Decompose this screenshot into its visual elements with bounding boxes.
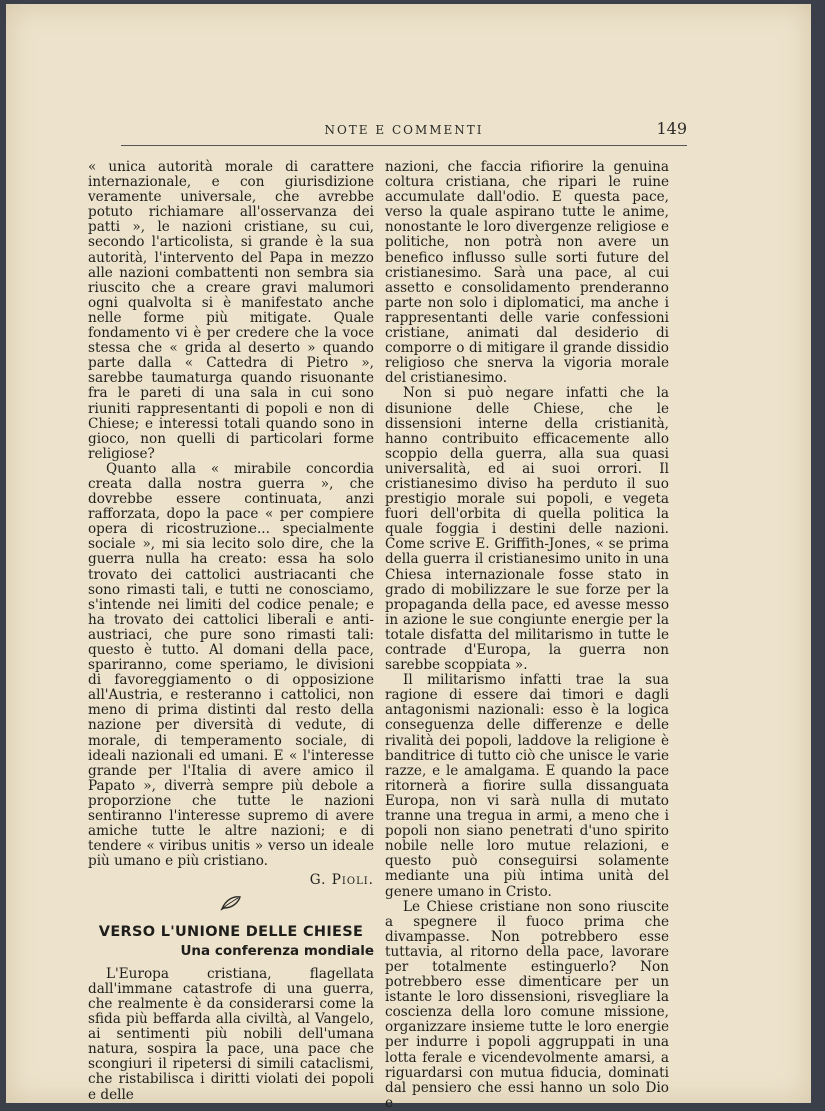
- paragraph: Il militarismo infatti trae la sua ragione di essere dai timori e dagli antagonismi nazionali: esso è la logica conseguenza delle differenze e delle rivalità dei popoli, laddove la religione è banditrice di tutto ciò che unisce le varie razze, e le amalgama. E quando la pace ritornerà a fiorire sulla dissanguata Europa, non vi sarà nulla di mutato tranne una tregua in armi, a meno che i popoli non siano penetrati d'uno spirito nobile nelle loro mutue relazioni, e questo può conseguirsi solamente mediante una più intima unità del genere umano in Cristo.: [385, 672, 669, 900]
- paragraph: « unica autorità morale di carattere internazionale, e con giurisdizione veramente universale, che avrebbe potuto richiamare all'osservanza dei patti », le nazioni cristiane, su cui, secondo l'articolista, si grande è la sua autorità, l'intervento del Papa in mezzo alle nazioni combattenti non sembra sia riuscito che a creare gravi malumori ogni qualvolta si è manifestato anche nelle forme più mitigate. Quale fondamento vi è per credere che la voce stessa che « grida al deserto » quando parte dalla « Cattedra di Pietro », sarebbe taumaturga quando risuonante fra le pareti di una sala in cui sono riuniti rappresentanti di popoli e non di Chiese; e interessi totali quando sono in gioco, non quelli di particolari forme religiose?: [88, 159, 374, 462]
- paragraph: nazioni, che faccia rifiorire la genuina coltura cristiana, che ripari le ruine accumulate dall'odio. E questa pace, verso la quale aspirano tutte le anime, nonostante le loro divergenze religiose e politiche, non potrà non avere un benefico influsso sulle sorti future del cristianesimo. Sarà una pace, al cui assetto e consolidamento prenderanno parte non solo i diplomatici, ma anche i rappresentanti delle varie confessioni cristiane, animati dal desiderio di comporre o di mitigare il grande dissidio religioso che snerva la vigoria morale del cristianesimo.: [385, 159, 669, 387]
- page-header: [121, 117, 687, 146]
- paragraph: L'Europa cristiana, flagellata dall'immane catastrofe di una guerra, che realmente è da considerarsi come la sfida più beffarda alla civiltà, al Vangelo, ai sentimenti più nobili dell'umana natura, sospira la pace, una pace che scongiuri il ripetersi di simili cataclismi, che ristabilisca i diritti violati dei popoli e delle: [88, 965, 374, 1103]
- right-column: [385, 160, 669, 1111]
- left-column: [88, 160, 374, 1103]
- page-number: 149: [656, 119, 687, 138]
- section-title: VERSO L'UNIONE DELLE CHIESE: [98, 923, 364, 940]
- author-signature: G. Pioli.: [309, 872, 374, 889]
- paragraph: Le Chiese cristiane non sono riuscite a spegnere il fuoco prima che divampasse. Non potrebbero esse tuttavia, al ritorno della pace, lavorare per totalmente estinguerlo? Non potrebbero esse dimenticare per un istante le loro dissensioni, risvegliare la coscienza della loro comune missione, organizzare insieme tutte le loro energie per indurre i popoli aggruppati in una lotta ferale e vicendevolmente amarsi, a riguardarsi con mutua fiducia, dominati dal pensiero che essi hanno un solo Dio e: [385, 898, 669, 1111]
- section-subtitle: Una conferenza mondiale: [180, 942, 374, 959]
- paragraph: Quanto alla « mirabile concordia creata dalla nostra guerra », che dovrebbe essere continuata, anzi rafforzata, dopo la pace « per compiere opera di ricostruzione... specialmente sociale », mi sia lecito solo dire, che la guerra nulla ha creato: essa ha solo trovato dei cattolici austriacanti che sono rimasti tali, e tutti ne conosciamo, s'intende nei limiti del codice penale; e ha trovato dei cattolici liberali e anti-austriaci, che pure sono rimasti tali: questo è tutto. Al domani della pace, spariranno, come speriamo, le divisioni di favoreggiamento o di opposizione all'Austria, e resteranno i cattolici, non meno di prima distinti dal resto della nazione per diversità di vedute, di morale, di temperamento sociale, di ideali nazionali ed umani. E « l'interesse grande per l'Italia di avere amico il Papato », diverrà sempre più debole a proporzione che tutte le nazioni sentiranno l'interesse supremo di avere amiche tutte le altre nazioni; e di tendere « viribus unitis » verso un ideale più umano e più cristiano.: [88, 460, 374, 870]
- leaf-ornament-icon: [88, 895, 374, 915]
- paragraph: Non si può negare infatti che la disunione delle Chiese, che le dissensioni interne della cristianità, hanno contribuito efficacemente allo scoppio della guerra, alla sua quasi universalità, ed ai suoi orrori. Il cristianesimo diviso ha perduto il suo prestigio morale sui popoli, e vegeta fuori dell'orbita di quella politica la quale foggia i destini delle nazioni. Come scrive E. Griffith-Jones, « se prima della guerra il cristianesimo unito in una Chiesa internazionale fosse stato in grado di mobilizzare le sue forze per la propaganda della pace, ed avesse messo in azione le sue congiunte energie per la totale disfatta del militarismo in tutte le contrade d'Europa, la guerra non sarebbe scoppiata ».: [385, 385, 669, 674]
- running-title: NOTE E COMMENTI: [324, 123, 484, 137]
